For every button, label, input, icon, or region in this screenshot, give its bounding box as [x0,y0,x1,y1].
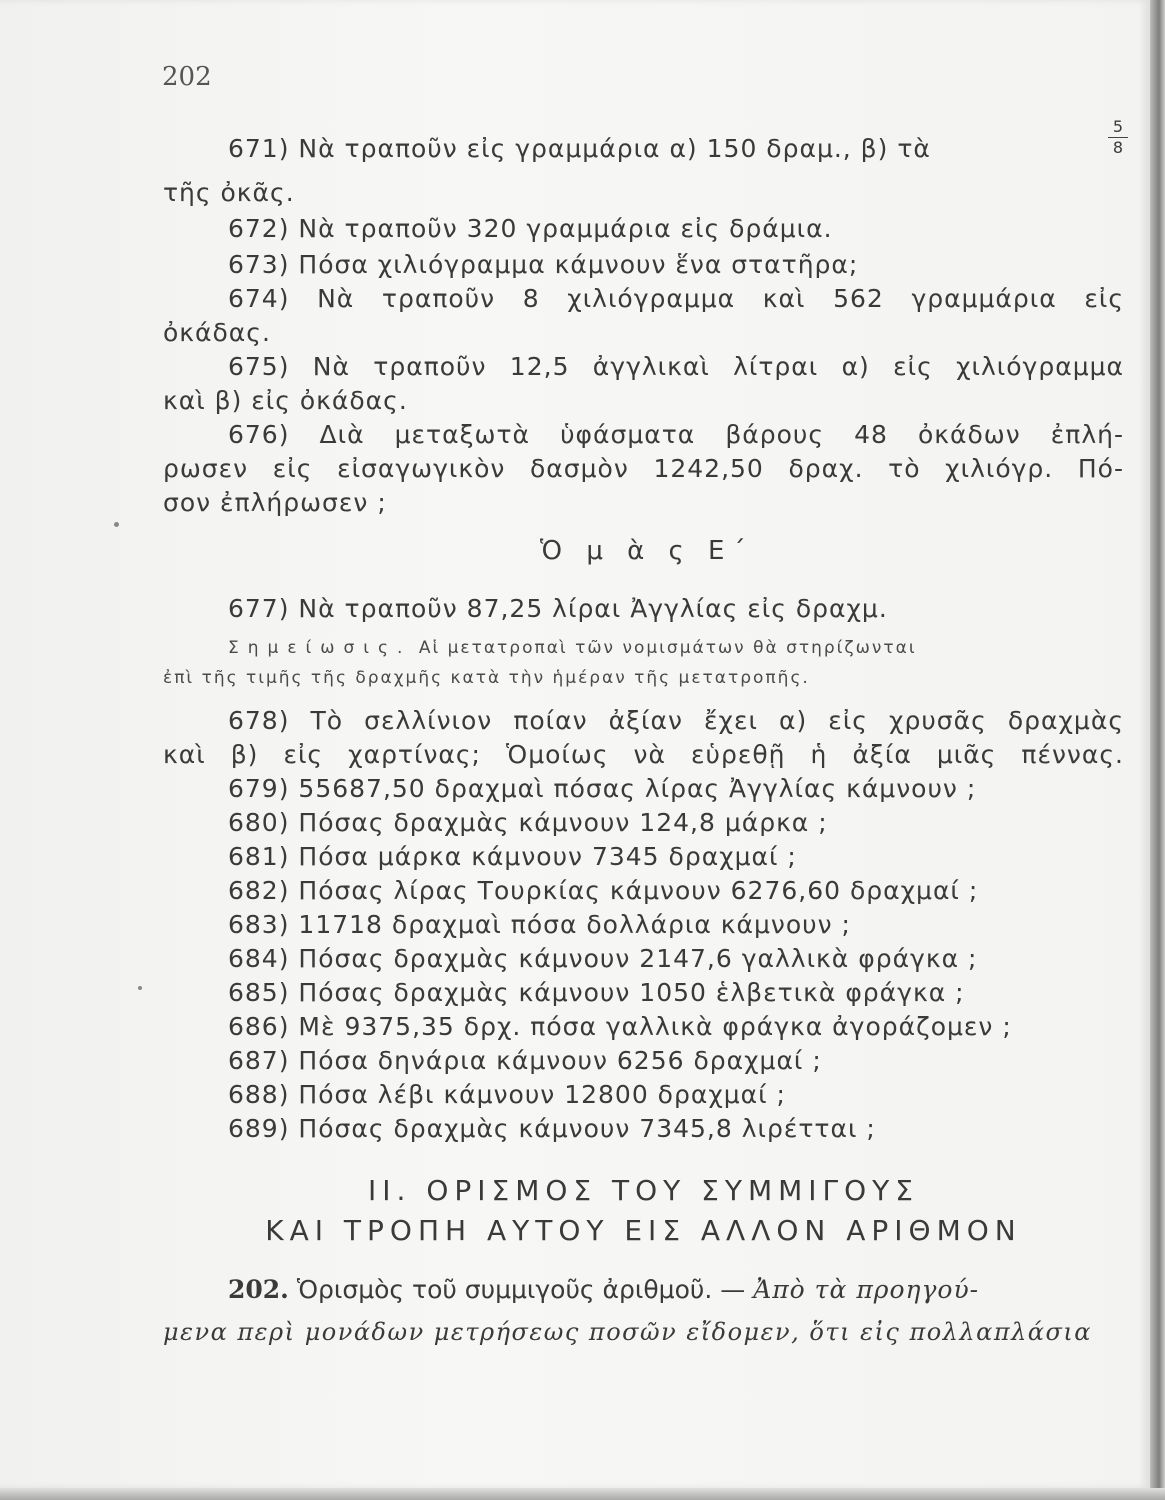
exercise-675-line2: καὶ β) εἰς ὀκάδας. [163,386,408,415]
exercise-685: 685) Πόσας δραχμὰς κάμνουν 1050 ἑλβετικὰ φράγκα ; [228,978,965,1007]
exercise-689: 689) Πόσας δραχμὰς κάμνουν 7345,8 λιρέτται ; [228,1114,876,1143]
exercise-673: 673) Πόσα χιλιόγραμμα κάμνουν ἕνα στατῆρα; [228,250,859,279]
page-bottom-edge [0,1488,1165,1500]
exercise-680: 680) Πόσας δραχμὰς κάμνουν 124,8 μάρκα ; [228,808,828,837]
exercise-679: 679) 55687,50 δραχμαὶ πόσας λίρας Ἀγγλίας κάμνουν ; [228,774,977,803]
fraction-numerator: 5 [1108,118,1128,138]
exercise-678-line1: 678) Τὸ σελλίνιον ποίαν ἀξίαν ἔχει α) εἰς χρυσᾶς δραχμὰς [228,706,1124,735]
paragraph-heading: Ὁρισμὸς τοῦ συμμιγοῦς ἀριθμοῦ. — [296,1275,746,1304]
exercise-677: 677) Νὰ τραποῦν 87,25 λίραι Ἀγγλίας εἰς δραχμ. [228,594,888,623]
exercise-678-line2: καὶ β) εἰς χαρτίνας; Ὁμοίως νὰ εὑρεθῇ ἡ ἀξία μιᾶς πέννας. [163,740,1124,769]
exercise-674-line1: 674) Νὰ τραποῦν 8 χιλιόγραμμα καὶ 562 γραμμάρια εἰς [228,284,1124,313]
exercise-676-line3: σον ἐπλήρωσεν ; [163,488,387,517]
exercise-684: 684) Πόσας δραχμὰς κάμνουν 2147,6 γαλλικὰ φράγκα ; [228,944,978,973]
note-line1 [228,638,1124,658]
exercise-681: 681) Πόσα μάρκα κάμνουν 7345 δραχμαί ; [228,842,797,871]
exercise-683: 683) 11718 δραχμαὶ πόσα δολλάρια κάμνουν ; [228,910,851,939]
exercise-674-line2: ὀκάδας. [163,318,271,347]
exercise-686: 686) Μὲ 9375,35 δρχ. πόσα γαλλικὰ φράγκα ἀγοράζομεν ; [228,1012,1012,1041]
print-speck [114,522,119,527]
paragraph-202-line1 [228,1275,1124,1304]
paragraph-202-line2: μενα περὶ μονάδων μετρήσεως ποσῶν εἴδομεν, ὅτι εἰς πολλαπλάσια [163,1318,1093,1346]
section-title-line1: ΙΙ. ΟΡΙΣΜΟΣ ΤΟΥ ΣΥΜΜΙΓΟΥΣ [368,1174,919,1207]
note-label: Σημείωσις. [228,638,412,658]
exercise-688: 688) Πόσα λέβι κάμνουν 12800 δραχμαί ; [228,1080,786,1109]
note-line2: ἐπὶ τῆς τιμῆς τῆς δραχμῆς κατὰ τὴν ἡμέραν τῆς μετατροπῆς. [163,668,810,688]
fraction-denominator: 8 [1112,138,1124,157]
exercise-672: 672) Νὰ τραποῦν 320 γραμμάρια εἰς δράμια. [228,214,833,243]
exercise-675-line1: 675) Νὰ τραποῦν 12,5 ἀγγλικαὶ λίτραι α) εἰς χιλιόγραμμα [228,352,1124,381]
paragraph-number: 202. [228,1275,289,1304]
fraction-five-eighths [1108,118,1128,157]
book-spine-edge [1150,0,1165,1500]
exercise-687: 687) Πόσα δηνάρια κάμνουν 6256 δραχμαί ; [228,1046,822,1075]
exercise-676-line2: ρωσεν εἰς εἰσαγωγικὸν δασμὸν 1242,50 δραχ. τὸ χιλιόγρ. Πό- [163,454,1124,483]
exercise-676-line1: 676) Διὰ μεταξωτὰ ὑφάσματα βάρους 48 ὀκάδων ἐπλή- [228,420,1124,449]
print-speck [138,986,142,990]
section-title-line2: ΚΑΙ ΤΡΟΠΗ ΑΥΤΟΥ ΕΙΣ ΑΛΛΟΝ ΑΡΙΘΜΟΝ [265,1214,1022,1247]
page-number: 202 [162,62,212,92]
group-title: Ὁ μ ὰ ς Ε΄ [540,536,754,566]
paragraph-text-start: Ἀπὸ τὰ προηγού- [753,1275,980,1304]
note-text: Αἱ μετατροπαὶ τῶν νομισμάτων θὰ στηρίζωνται [418,638,917,658]
exercise-671-line2: τῆς ὀκᾶς. [163,178,295,207]
exercise-671-line1: 671) Νὰ τραποῦν εἰς γραμμάρια α) 150 δραμ., β) τὰ [228,134,931,163]
exercise-682: 682) Πόσας λίρας Τουρκίας κάμνουν 6276,60 δραχμαί ; [228,876,979,905]
